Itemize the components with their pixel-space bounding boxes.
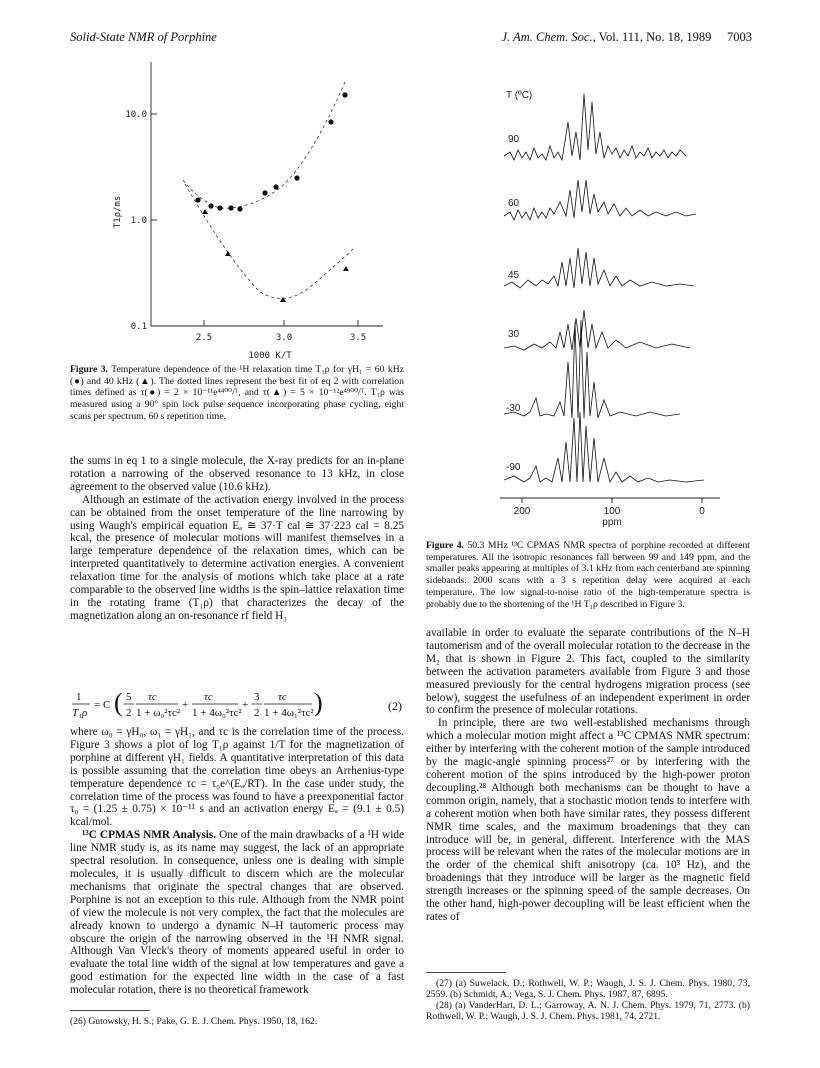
point-60khz	[342, 92, 347, 97]
ppm-tick-100: 100	[603, 506, 621, 517]
left-column-top	[70, 455, 404, 623]
paragraph: where ω₀ = γH₀, ω₁ = γH₁, and τc is the correlation time of the process. Figure 3 shows a plot of log T₁ρ against 1/T for the magnetization of porphine at different γH₁ fields. A quantitative interpretation of this data is possible assuming that the correlation time obeys an Arrhenius-type temperature dependence τc = τ₀e^(Eₐ/RT). In the case under study, the correlation time of the process was found to have a preexponential factor τ₀ = (1.25 ± 0.75) × 10⁻¹¹ s and an activation energy Eₐ = (9.1 ± 0.5) kcal/mol.	[70, 726, 404, 829]
section-heading: ¹³C CPMAS NMR Analysis.	[82, 829, 217, 842]
point-60khz	[208, 203, 213, 208]
temp-label-30: 30	[508, 329, 520, 340]
paragraph: the sums in eq 1 to a single molecule, the X-ray predicts for an in-plane rotation a narrowing of the observed resonance to 13 kHz, in close agreement to the observed value (10.6 kHz).	[70, 455, 404, 493]
temp-label-45: 45	[508, 270, 520, 281]
spectrum-minus30C	[504, 320, 680, 418]
x-axis-label: 1000 K/T	[248, 351, 292, 361]
point-60khz	[228, 205, 233, 210]
y-tick-0.1: 0.1	[130, 322, 147, 332]
equation-number: (2)	[388, 699, 402, 713]
journal-name: J. Am. Chem. Soc.,	[501, 30, 596, 44]
figure4-caption-label: Figure 4.	[426, 540, 464, 551]
point-60khz	[262, 190, 267, 195]
figure3-caption-label: Figure 3.	[70, 364, 108, 375]
point-40khz	[225, 251, 231, 256]
spectrum-30C	[504, 310, 690, 350]
footnote-27: (27) (a) Suwelack, D.; Rothwell, W. P.; Waugh, J. S. J. Chem. Phys. 1980, 73, 2559. (b) Schmidt, A.; Vega, S. J. Chem. Phys. 1987, 87, 6895.	[426, 978, 750, 1000]
x-tick-3.5: 3.5	[349, 333, 367, 343]
footnote-28: (28) (a) VanderHart, D. L.; Garroway, A. N. J. Chem. Phys. 1979, 71, 2773. (b) Rothwell, W. P.; Waugh, J. S. J. Chem. Phys. 1981, 74, 2721.	[426, 1000, 750, 1022]
spectrum-minus90C	[504, 412, 704, 482]
x-tick-3.0: 3.0	[275, 333, 293, 343]
svg-text:+: +	[182, 699, 189, 711]
figure3-plot	[100, 62, 400, 362]
spectrum-45C	[504, 248, 694, 288]
figure3-caption	[70, 364, 404, 423]
svg-text:(: (	[114, 688, 123, 717]
points-40khz	[202, 209, 349, 302]
figure4-spectra	[480, 62, 740, 532]
temp-label-minus90: -90	[506, 462, 521, 473]
equation-2	[70, 687, 404, 723]
point-60khz	[328, 119, 333, 124]
point-40khz	[280, 297, 286, 302]
point-60khz	[273, 184, 278, 189]
temperature-header: T (ºC)	[506, 90, 533, 101]
figure4-x-axis	[500, 498, 720, 503]
point-60khz	[237, 206, 242, 211]
figure4-caption	[426, 540, 750, 610]
paragraph: In principle, there are two well-established mechanisms through which a molecular motion might affect a ¹³C CPMAS NMR spectrum: either by interfering with the coherent motion of the sample introduced by the magic-angle spinning process²⁷ or by interfering with the coherent motion of the spins introduced by the high-power proton decoupling.²⁸ Although both mechanisms can be thought to have a common origin, namely, that a stochastic motion tends to interfere with a coherent motion when both have similar rates, they possess different NMR time scales, and the maximum broadenings that they can introduce will be, in general, different. Interference with the MAS process will be relevant when the rates of the molecular motions are in the order of the chemical shift anisotropy (ca. 10³ Hz), and the broadenings that they introduce will be larger as the magnetic field strength increases or the spinning speed of the sample decreases. On the other hand, high-power decoupling will be least efficient when the rates of	[426, 717, 750, 923]
svg-text:2: 2	[126, 707, 132, 719]
svg-text:= C: = C	[94, 699, 111, 711]
paragraph	[70, 829, 404, 997]
svg-text:+: +	[242, 699, 249, 711]
spectrum-90C	[504, 94, 686, 160]
point-60khz	[217, 205, 222, 210]
temp-label-minus30: -30	[506, 403, 521, 414]
running-header-citation	[502, 30, 752, 45]
y-tick-10: 10.0	[125, 110, 147, 120]
point-40khz	[202, 209, 208, 214]
running-header-title: Solid-State NMR of Porphine	[70, 30, 217, 44]
page-number: 7003	[727, 30, 752, 44]
paragraph: available in order to evaluate the separate contributions of the N–H tautomerism and of the overall molecular rotation to the decrease in the M₂ that is shown in Figure 2. This fact, coupled to the similarity between the activation parameters available from Figure 3 and those measured previously for the central hydrogens migration process (see below), suggest the usefulness of an independent experiment in order to confirm the presence of molecular rotations.	[426, 627, 750, 717]
svg-text:1: 1	[76, 691, 82, 703]
spectrum-60C	[504, 180, 696, 220]
fit-curve-40khz	[185, 184, 355, 298]
right-column	[426, 627, 750, 924]
fit-curve-60khz	[183, 82, 345, 208]
footnote-26: (26) Gutowsky, H. S.; Pake, G. E. J. Chem. Phys. 1950, 18, 162.	[70, 1016, 318, 1027]
svg-text:τc: τc	[204, 691, 213, 703]
footnote-rule	[70, 1010, 150, 1011]
left-column-bottom	[70, 726, 404, 997]
svg-text:1 + 4ω₀²τc²: 1 + 4ω₀²τc²	[192, 707, 242, 719]
svg-text:1 + ω₀²τc²: 1 + ω₀²τc²	[136, 707, 181, 719]
figure4-caption-text: 50.3 MHz ¹³C CPMAS NMR spectra of porphine recorded at different temperatures. All the isotropic resonances fall between 99 and 149 ppm, and the smaller peaks appearing at multiples of 3.1 kHz from each centerband are spinning sidebands. 2000 scans with a 3 s repetition delay were acquired at each temperature. The low signal-to-noise ratio of the high-temperature spectra is probably due to the shortening of the ¹H T₁ρ described in Figure 3.	[426, 540, 750, 610]
temp-label-90: 90	[508, 134, 520, 145]
y-axis-label: T1ρ/ms	[113, 195, 123, 229]
footnotes-right	[426, 978, 750, 1022]
svg-text:3: 3	[254, 691, 260, 703]
ppm-axis-label: ppm	[602, 517, 622, 528]
paragraph-text: One of the main drawbacks of a ¹H wide line NMR study is, as its name may suggest, the lack of an appropriate spectral resolution. In consequence, unless one is dealing with simple molecules, it is usually difficult to discern which are the molecular mechanisms that originate the spectral changes that are observed. Porphine is not an exception to this rule. Although from the NMR point of view the molecule is not very complex, the fact that the molecules are already known to undergo a dynamic N–H tautomeric process may obscure the origin of the narrowing observed in the ¹H NMR signal. Although Van Vleck's theory of moments appeared useful in order to evaluate the total line width of the signal at low temperatures and gave a good estimation for the expected line width in the case of a fast molecular rotation, there is no theoretical framework	[70, 829, 404, 997]
x-tick-2.5: 2.5	[195, 333, 213, 343]
svg-text:τc: τc	[278, 691, 287, 703]
ppm-tick-200: 200	[513, 506, 531, 517]
point-60khz	[195, 197, 200, 202]
y-tick-1: 1.0	[130, 216, 147, 226]
svg-text:2: 2	[254, 707, 260, 719]
journal-volume: Vol. 111, No. 18, 1989	[598, 30, 712, 44]
temp-label-60: 60	[508, 198, 520, 209]
svg-text:): )	[314, 688, 323, 717]
points-60khz	[195, 92, 347, 211]
paragraph: Although an estimate of the activation energy involved in the process can be obtained from the onset temperature of the line narrowing by using Waugh's empirical equation Eₐ ≅ 37·T cal ≅ 37·223 cal = 8.25 kcal, the presence of molecular motions will manifest themselves in a large temperature dependence of the relaxation times, which can be interpreted quantitatively to determine activation energies. A convenient relaxation time for the analysis of motions which take place at a rate comparable to the observed line widths is the spin–lattice relaxation time in the rotating frame (T₁ρ) that characterizes the decay of the magnetization along an on-resonance rf field H₁	[70, 493, 404, 622]
svg-text:5: 5	[126, 691, 132, 703]
point-40khz	[343, 266, 349, 271]
svg-text:τc: τc	[148, 691, 157, 703]
svg-text:1 + 4ω₁²τc²: 1 + 4ω₁²τc²	[264, 707, 314, 719]
ppm-tick-0: 0	[699, 506, 705, 517]
footnote-rule	[426, 972, 506, 973]
svg-text:T₁ρ: T₁ρ	[72, 707, 88, 719]
point-60khz	[294, 175, 299, 180]
figure3-caption-text: Temperature dependence of the ¹H relaxation time T₁ρ for γH₁ = 60 kHz (●) and 40 kHz (▲). The dotted lines represent the best fit of eq 2 with correlation times defined as τ(●) = 2 × 10⁻¹¹e⁴⁴⁰⁰/ᵀ, and τ(▲) = 5 × 10⁻¹²e⁴⁹⁰⁰/ᵀ. T₁ρ was measured using a 90° spin lock pulse sequence incorporating phase cycling, eight scans per spectrum, 60 s repetition time.	[70, 364, 404, 422]
